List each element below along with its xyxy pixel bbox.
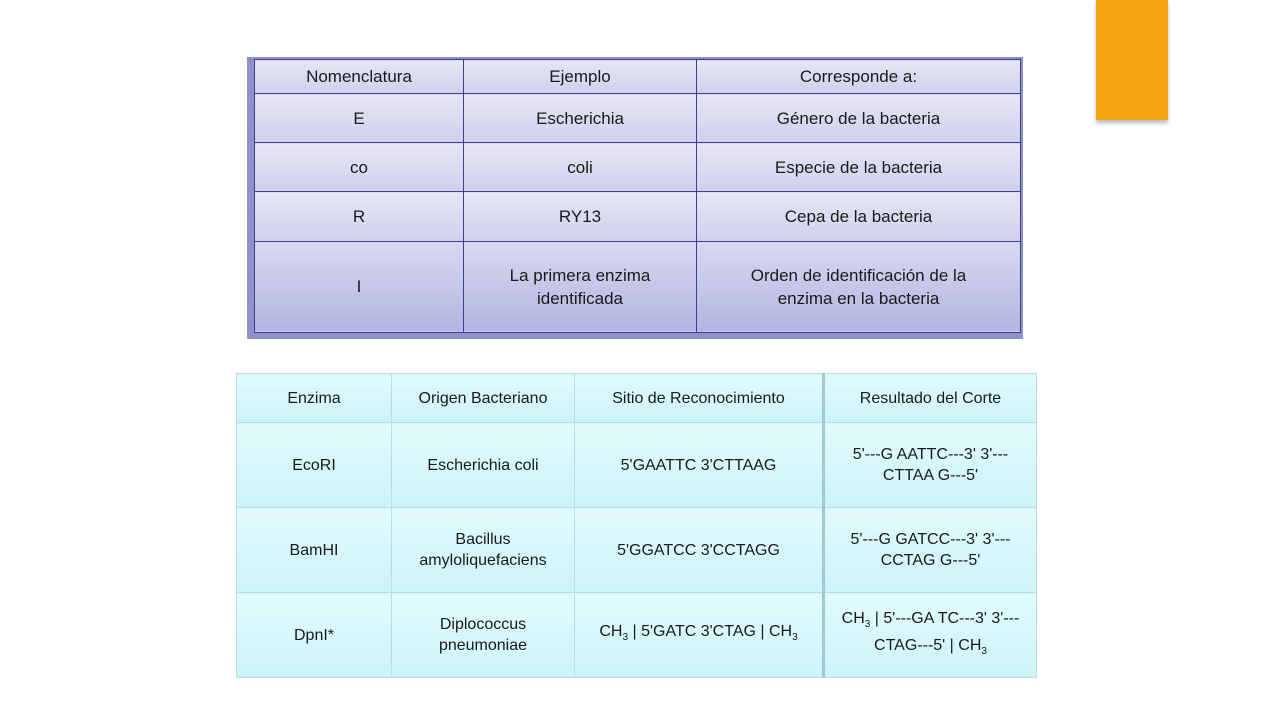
table-cell: Orden de identificación de la enzima en la bacteria <box>697 241 1021 332</box>
restriction-enzyme-table <box>236 373 1037 678</box>
enzyme-cell: EcoRI <box>237 423 392 508</box>
origin-cell: Escherichia coli <box>392 423 575 508</box>
cut-result-cell <box>824 593 1037 678</box>
table-cell: coli <box>464 143 697 192</box>
cut-result-cell: 5'---G GATCC---3' 3'---CCTAG G---5' <box>824 508 1037 593</box>
table-row <box>255 192 1021 241</box>
table-cell: Escherichia <box>464 94 697 143</box>
recognition-site-cell: 5'GGATCC 3'CCTAGG <box>575 508 824 593</box>
enzyme-cell: BamHI <box>237 508 392 593</box>
column-header: Sitio de Reconocimiento <box>575 374 824 423</box>
table-cell: R <box>255 192 464 241</box>
origin-cell: Bacillus amyloliquefaciens <box>392 508 575 593</box>
column-header: Enzima <box>237 374 392 423</box>
table-row <box>237 593 1037 678</box>
table-cell: Cepa de la bacteria <box>697 192 1021 241</box>
nomenclature-table <box>254 59 1021 333</box>
column-header: Origen Bacteriano <box>392 374 575 423</box>
table-cell: E <box>255 94 464 143</box>
column-header: Ejemplo <box>464 60 697 94</box>
recognition-site-cell <box>575 593 824 678</box>
cut-sequence: | 5'---GA TC---3' 3'---CTAG---5' | <box>870 609 1020 654</box>
table-cell: RY13 <box>464 192 697 241</box>
ch-label: CH <box>599 623 623 641</box>
ch-label: CH <box>841 609 865 627</box>
column-header: Resultado del Corte <box>824 374 1037 423</box>
table-cell: Especie de la bacteria <box>697 143 1021 192</box>
table-row <box>237 423 1037 508</box>
origin-cell: Diplococcus pneumoniae <box>392 593 575 678</box>
subscript: 3 <box>792 632 798 644</box>
table-cell: Género de la bacteria <box>697 94 1021 143</box>
nomenclature-table-frame <box>247 57 1023 339</box>
ch-label: CH <box>768 623 793 641</box>
enzyme-cell: DpnI* <box>237 593 392 678</box>
subscript: 3 <box>864 619 871 630</box>
table-cell: co <box>255 143 464 192</box>
table-row <box>255 143 1021 192</box>
table-row <box>255 94 1021 143</box>
subscript: 3 <box>981 646 987 658</box>
table-cell: La primera enzima identificada <box>464 241 697 332</box>
recognition-site-cell: 5'GAATTC 3'CTTAAG <box>575 423 824 508</box>
table-cell: I <box>255 241 464 332</box>
ch-label: CH <box>958 637 982 654</box>
table-row <box>255 241 1021 332</box>
cut-result-cell: 5'---G AATTC---3' 3'---CTTAA G---5' <box>824 423 1037 508</box>
orange-accent-bar <box>1096 0 1168 120</box>
column-header: Corresponde a: <box>697 60 1021 94</box>
table-header-row <box>237 374 1037 423</box>
table-row <box>237 508 1037 593</box>
subscript: 3 <box>622 632 629 644</box>
column-header: Nomenclatura <box>255 60 464 94</box>
site-sequence: | 5'GATC 3'CTAG | <box>628 623 769 641</box>
table-header-row <box>255 60 1021 94</box>
